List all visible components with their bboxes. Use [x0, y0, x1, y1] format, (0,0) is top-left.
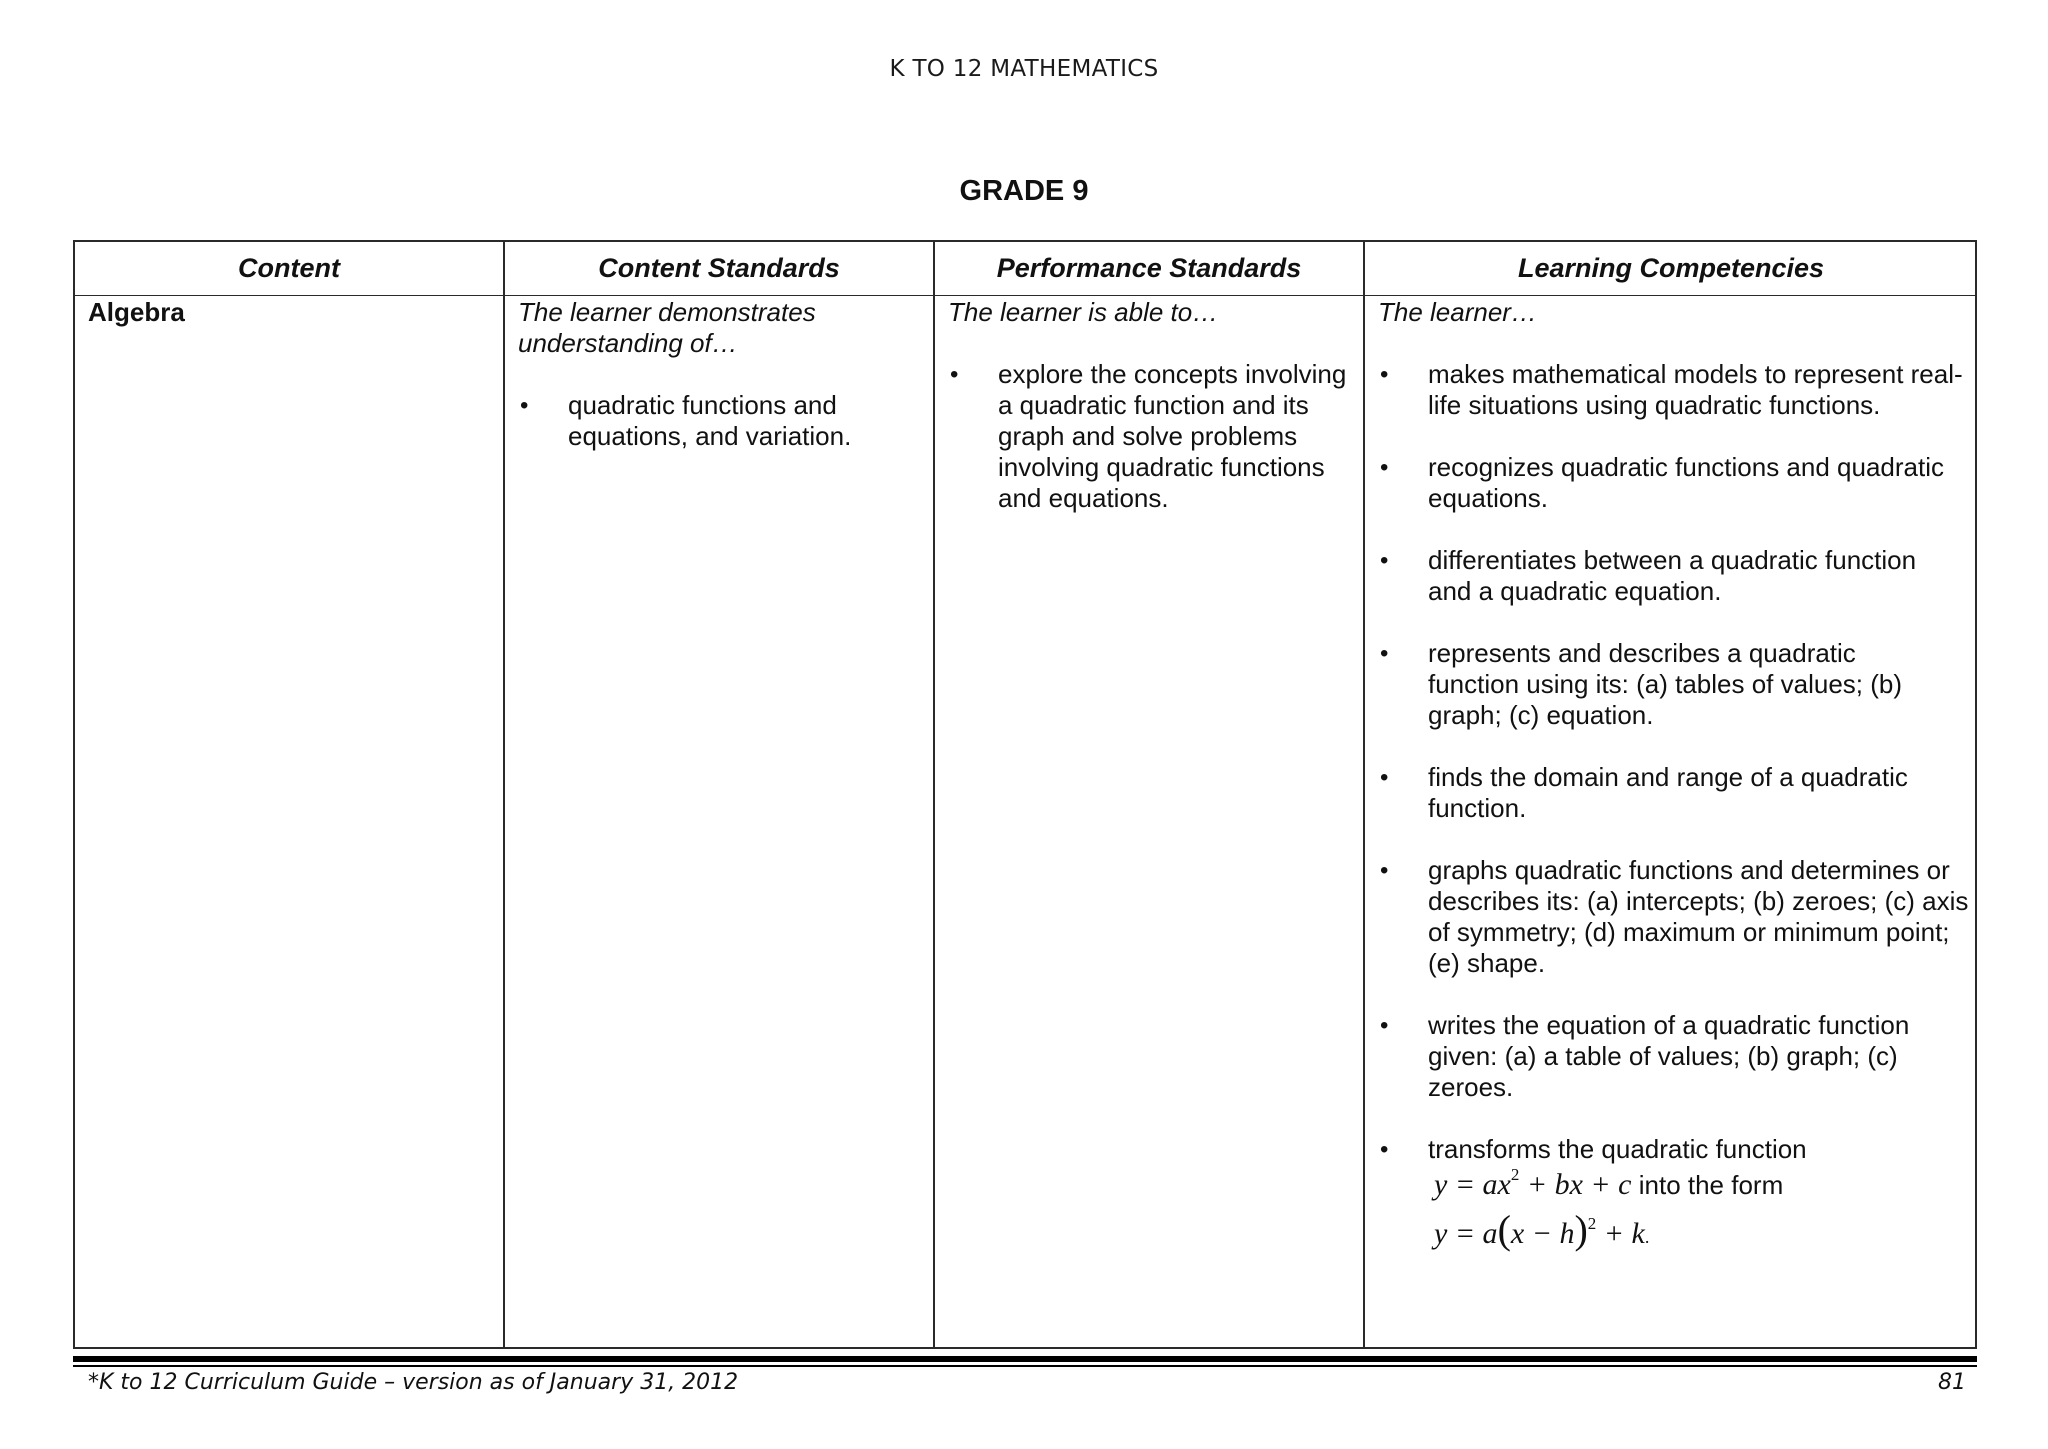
column-divider — [503, 242, 505, 1347]
bullet-icon: • — [1380, 857, 1389, 884]
list-item-text: makes mathematical models to represent real-life situations using quadratic functions. — [1428, 359, 1963, 420]
footer-rule — [73, 1356, 1977, 1362]
header-content: Content — [238, 253, 340, 283]
bullet-icon: • — [1380, 764, 1389, 791]
learning-competencies-intro: The learner… — [1378, 297, 1537, 327]
list-item-text: writes the equation of a quadratic function given: (a) a table of values; (b) graph; (c) zeroes. — [1428, 1010, 1910, 1102]
table-header-row — [75, 242, 1975, 296]
list-item — [1378, 452, 1976, 514]
list-item — [518, 390, 888, 452]
list-item-text: graphs quadratic functions and determines or describes its: (a) intercepts; (b) zeroes; (c) axis of symmetry; (d) maximum or minimum point; (e) shape. — [1428, 855, 1969, 978]
list-item — [1378, 762, 1948, 824]
column-divider — [1363, 242, 1365, 1347]
content-standards-cell — [518, 297, 918, 452]
list-item — [1378, 359, 1968, 421]
formula-line — [1428, 1207, 1968, 1253]
performance-standards-intro: The learner is able to… — [948, 297, 1219, 327]
bullet-icon: • — [1380, 547, 1389, 574]
list-item — [948, 359, 1354, 514]
list-item-text: represents and describes a quadratic function using its: (a) tables of values; (b) graph; (c) equation. — [1428, 638, 1903, 730]
list-item-text: finds the domain and range of a quadratic function. — [1428, 762, 1908, 823]
content-cell — [88, 297, 488, 328]
standard-form-formula: $y = ax^2$ + bx + c — [1434, 1165, 1632, 1201]
footer-guide-note: *K to 12 Curriculum Guide – version as of January 31, 2012 — [88, 1370, 739, 1395]
list-item — [1378, 855, 1976, 979]
content-topic: Algebra — [88, 297, 185, 327]
bullet-icon: • — [950, 361, 959, 388]
performance-standards-list — [948, 359, 1348, 514]
list-item-text: differentiates between a quadratic function and a quadratic equation. — [1428, 545, 1917, 606]
bullet-icon: • — [1380, 454, 1389, 481]
curriculum-table — [73, 240, 1977, 1349]
list-item — [1378, 638, 1948, 731]
formula-line — [1428, 1165, 1968, 1204]
content-standards-list — [518, 390, 918, 452]
bullet-icon: • — [1380, 640, 1389, 667]
content-standards-intro: The learner demonstrates understanding of… — [518, 297, 816, 358]
running-head: K TO 12 MATHEMATICS — [889, 56, 1159, 82]
bullet-icon: • — [1380, 361, 1389, 388]
learning-competencies-cell — [1378, 297, 1968, 1253]
bullet-icon: • — [520, 392, 529, 419]
list-item — [1378, 1134, 1968, 1253]
bullet-icon: • — [1380, 1136, 1389, 1163]
list-item-text: quadratic functions and equations, and variation. — [568, 390, 852, 451]
list-item — [1378, 1010, 1948, 1103]
bullet-icon: • — [1380, 1012, 1389, 1039]
list-item-text: recognizes quadratic functions and quadratic equations. — [1428, 452, 1944, 513]
header-content-standards: Content Standards — [598, 253, 840, 283]
grade-title: GRADE 9 — [959, 175, 1089, 207]
page-number: 81 — [1938, 1370, 1966, 1395]
header-performance-standards: Performance Standards — [996, 253, 1302, 283]
list-item — [1378, 545, 1948, 607]
list-item-text: transforms the quadratic function — [1428, 1134, 1807, 1164]
learning-competencies-list — [1378, 359, 1968, 1253]
vertex-form-formula: $y = a(x - h)^2 + k$. — [1434, 1207, 1650, 1252]
header-learning-competencies: Learning Competencies — [1517, 253, 1825, 283]
performance-standards-cell — [948, 297, 1348, 514]
footer-rule — [73, 1365, 1977, 1367]
formula-connector: into the form — [1638, 1170, 1784, 1200]
list-item-text: explore the concepts involving a quadratic function and its graph and solve problems involving quadratic functions and equations. — [998, 359, 1347, 513]
column-divider — [933, 242, 935, 1347]
